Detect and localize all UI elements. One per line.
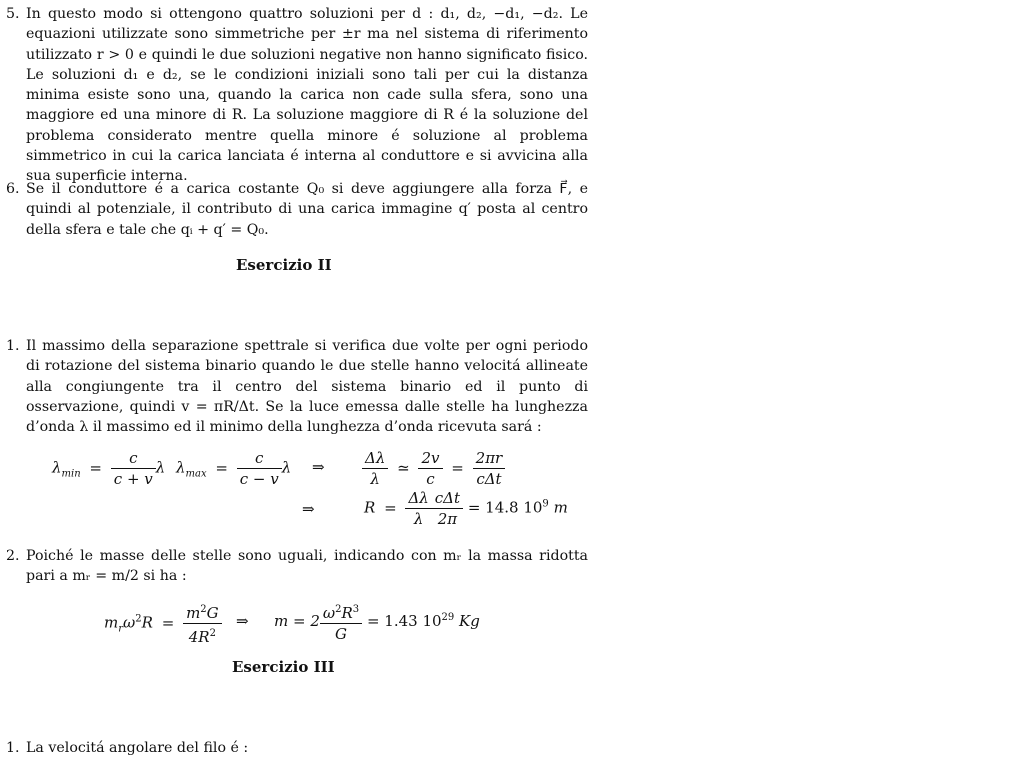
equation-doppler-ratio: $\frac{\Delta\lambda}{\lambda}$ ≃ $\frac{2v}{c}$ = $\frac{2\pi r}{\text{cΔt}}$ — [362, 448, 505, 489]
implies-arrow: ⇒ — [236, 612, 249, 630]
list-item — [6, 336, 588, 437]
item-number: 5. — [6, 6, 20, 22]
list-item — [6, 546, 588, 587]
equation-lambda-min: $\lambda_{min}$ = $\frac{c}{c + v}$ λ — [52, 449, 166, 488]
item-number: 2. — [6, 548, 20, 564]
section-heading: Esercizio II — [236, 256, 332, 274]
list-item — [6, 738, 588, 758]
implies-arrow: ⇒ — [312, 458, 325, 476]
equation-reduced-mass: $m_r\omega^2R$ = $\frac{m^2G}{4R^2}$ — [104, 600, 222, 647]
section-heading: Esercizio III — [232, 658, 335, 676]
item-text: In questo modo si ottengono quattro soluzioni per d : d₁, d₂, −d₁, −d₂. Le equazioni utilizzate sono simmetriche per ±r ma nel sistema di riferimento utilizzato r > 0 e quindi le due soluzioni negative non hanno significato fisico. Le soluzioni d₁ e d₂, se le condizioni iniziali sono tali per cui la distanza minima esiste sono una, quando la carica non cade sulla sfera, sono una maggiore ed una minore di R. La soluzione maggiore di R é la soluzione del problema considerato mentre quella minore é soluzione al problema simmetrico in cui la carica lanciata é interna al conduttore e si avvicina alla sua superficie interna. — [26, 6, 588, 185]
item-text: Se il conduttore é a carica costante Q₀ si deve aggiungere alla forza F⃗, e quindi al potenziale, il contributo di una carica immagine q′ posta al centro della sfera e tale che qᵢ + q′ = Q₀. — [26, 181, 588, 238]
item-text: La velocitá angolare del filo é : — [26, 740, 249, 756]
equation-mass: m = 2 $\frac{\omega^2R^3}{G}$ = 1.43 $10^{29}$ Kg — [274, 600, 480, 644]
equation-lambda-max: $\lambda_{max}$ = $\frac{c}{c - v}$ λ — [176, 449, 292, 488]
implies-arrow: ⇒ — [302, 500, 315, 518]
list-item — [6, 4, 588, 187]
item-text: Poiché le masse delle stelle sono uguali, indicando con mᵣ la massa ridotta pari a mᵣ = m/2 si ha : — [26, 548, 588, 585]
list-item — [6, 179, 588, 240]
item-number: 1. — [6, 740, 20, 756]
item-number: 1. — [6, 338, 20, 354]
item-number: 6. — [6, 181, 20, 197]
equation-radius: R = $\frac{\Delta\lambda}{\lambda}$ $\frac{\text{cΔt}}{2\pi}$ = 14.8 $10^9$ m — [364, 489, 568, 528]
item-text: Il massimo della separazione spettrale si verifica due volte per ogni periodo di rotazione del sistema binario quando le due stelle hanno velocitá allineate alla congiungente tra il centro del sistema binario ed il punto di osservazione, quindi v = πR/Δt. Se la luce emessa dalle stelle ha lunghezza d’onda λ il massimo ed il minimo della lunghezza d’onda ricevuta sará : — [26, 338, 588, 436]
